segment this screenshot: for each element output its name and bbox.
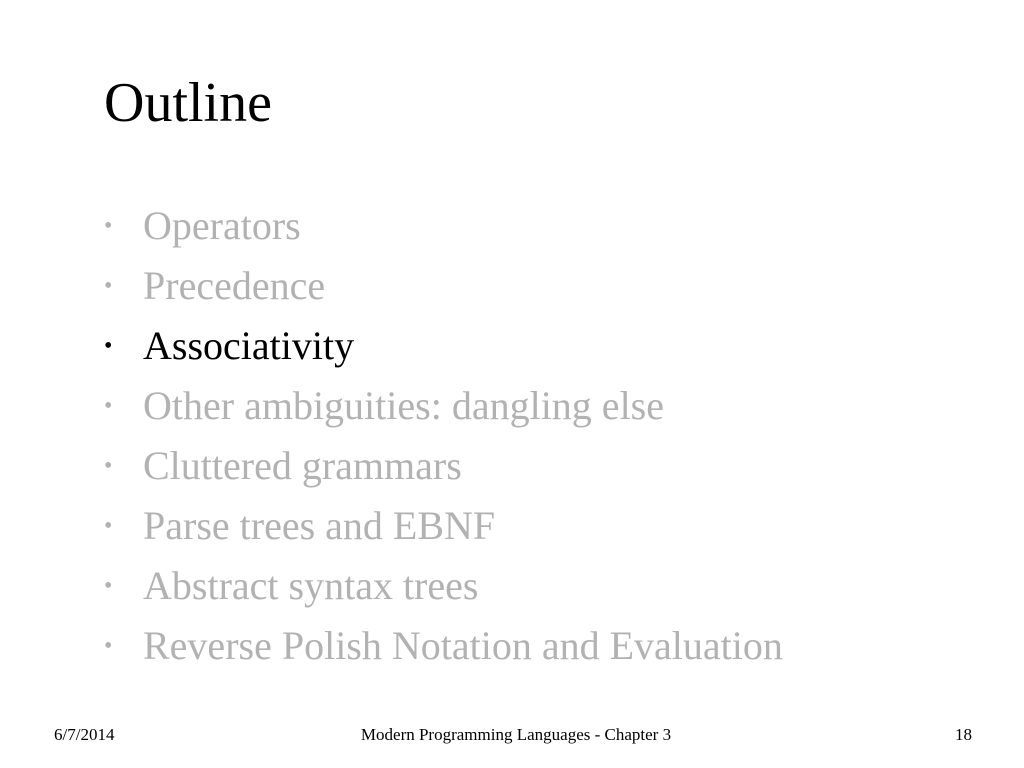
outline-item-label: Reverse Polish Notation and Evaluation — [143, 623, 783, 668]
outline-item-label: Cluttered grammars — [143, 443, 462, 488]
outline-item-label: Operators — [143, 203, 301, 248]
footer-title: Modern Programming Languages - Chapter 3 — [360, 725, 672, 744]
bullet-icon: • — [104, 393, 113, 419]
outline-item-label: Parse trees and EBNF — [143, 503, 496, 548]
bullet-icon: • — [104, 573, 113, 599]
outline-item-label: Precedence — [143, 263, 326, 308]
bullet-icon: • — [104, 213, 113, 239]
bullet-icon: • — [104, 273, 113, 299]
footer-date: 6/7/2014 — [54, 725, 115, 744]
slide-title: Outline — [104, 72, 272, 134]
bullet-icon: • — [104, 633, 113, 659]
bullet-icon: • — [104, 453, 113, 479]
outline-item-label: Associativity — [143, 323, 355, 368]
bullet-icon: • — [104, 333, 113, 359]
page-number: 18 — [955, 725, 972, 744]
bullet-icon: • — [104, 513, 113, 539]
outline-item-label: Abstract syntax trees — [143, 563, 479, 608]
outline-item-label: Other ambiguities: dangling else — [143, 383, 664, 428]
